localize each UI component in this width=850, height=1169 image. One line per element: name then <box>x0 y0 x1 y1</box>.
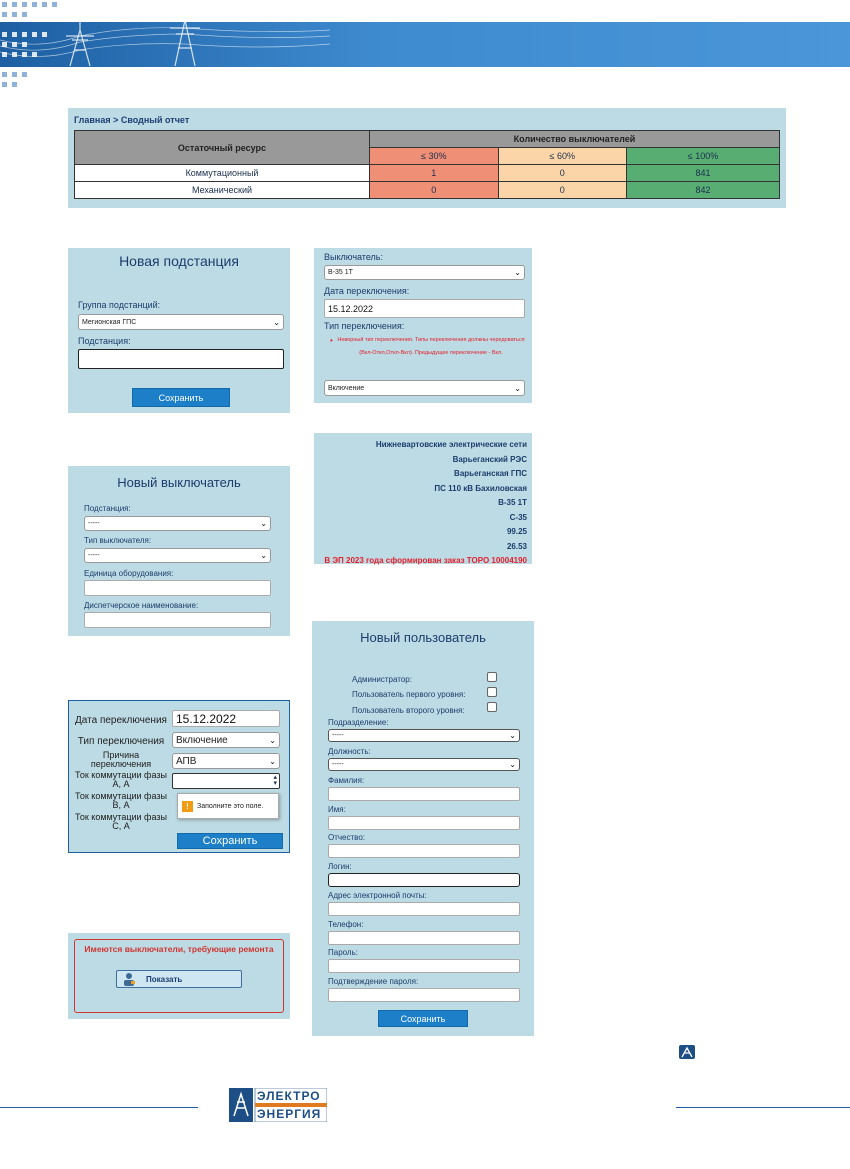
switch-type-label: Тип переключения: <box>324 321 405 331</box>
breaker-select[interactable] <box>324 265 525 280</box>
band-60: ≤ 60% <box>498 148 627 165</box>
cell-value[interactable]: 0 <box>498 165 627 182</box>
phase-b-current-label: Ток коммутации фазы В, А <box>75 791 167 810</box>
substation-group-label: Группа подстанций: <box>78 300 161 310</box>
role-level2-label: Пользователь второго уровня: <box>352 706 465 715</box>
login-label: Логин: <box>328 862 352 871</box>
selected-value: ----- <box>88 520 100 527</box>
phone-input[interactable] <box>328 931 520 945</box>
phase-a-current-label: Ток коммутации фазы А, А <box>75 770 167 789</box>
info-line: ПС 110 кВ Бахиловская <box>434 483 527 493</box>
chevron-down-icon: ⌄ <box>273 317 280 327</box>
login-input[interactable] <box>328 873 520 887</box>
info-line: 26.53 <box>506 541 527 551</box>
show-button[interactable] <box>116 970 242 988</box>
validation-error <box>330 334 526 360</box>
bullet-icon: • <box>330 336 333 345</box>
chevron-down-icon: ⌄ <box>269 735 276 745</box>
selected-value: Включение <box>176 734 228 746</box>
role-admin-label: Администратор: <box>352 675 412 684</box>
save-button[interactable]: Сохранить <box>378 1010 468 1027</box>
table-row <box>75 165 780 182</box>
cell-value[interactable]: 0 <box>498 182 627 199</box>
switch-reason-select[interactable] <box>172 753 280 769</box>
logo-text-bottom: ЭНЕРГИЯ <box>257 1107 322 1121</box>
new-breaker-form <box>68 466 290 636</box>
warning-icon: ! <box>182 801 193 812</box>
switch-type-label: Тип переключения <box>77 736 165 747</box>
info-line: Варьеганский РЭС <box>452 454 527 464</box>
chevron-down-icon: ⌄ <box>269 756 276 766</box>
repair-alert-title: Имеются выключатели, требующие ремонта <box>84 944 274 954</box>
summary-report-panel <box>68 108 786 208</box>
header-breaker-count: Количество выключателей <box>370 131 780 148</box>
substation-label: Подстанция: <box>84 504 131 513</box>
date-input[interactable]: 15.12.2022 <box>324 299 525 318</box>
brand-mark-icon <box>679 1045 695 1059</box>
new-user-form <box>312 621 534 1036</box>
info-line: Нижневартовские электрические сети <box>375 440 527 449</box>
substation-label: Подстанция: <box>78 336 131 346</box>
save-button[interactable]: Сохранить <box>177 833 283 849</box>
equipment-unit-input[interactable] <box>84 580 271 596</box>
switch-reason-label: Причина переключения <box>90 750 152 769</box>
validation-tooltip <box>177 793 279 819</box>
position-select[interactable] <box>328 758 520 771</box>
dispatch-name-label: Диспетчерское наименование: <box>84 601 199 610</box>
patronymic-input[interactable] <box>328 844 520 858</box>
email-input[interactable] <box>328 902 520 916</box>
form-title: Новый пользователь <box>360 630 486 645</box>
substation-input[interactable] <box>78 349 284 369</box>
tooltip-text: Заполните это поле. <box>197 802 264 810</box>
form-title: Новая подстанция <box>119 253 239 269</box>
date-input[interactable]: 15.12.2022 <box>172 710 280 727</box>
summary-table <box>74 130 780 199</box>
breadcrumb[interactable]: Главная > Сводный отчет <box>74 115 190 125</box>
phase-c-current-label: Ток коммутации фазы С, А <box>75 812 167 831</box>
chevron-down-icon: ⌄ <box>260 519 267 528</box>
breaker-type-label: Тип выключателя: <box>84 536 152 545</box>
substation-group-select[interactable] <box>78 314 284 330</box>
info-line: Варьеганская ГПС <box>454 469 527 478</box>
chevron-down-icon: ⌄ <box>509 731 516 740</box>
switch-date-form <box>314 248 532 403</box>
role-level2-checkbox[interactable] <box>487 702 497 712</box>
password-confirm-input[interactable] <box>328 988 520 1002</box>
surname-label: Фамилия: <box>328 776 365 785</box>
switching-record-form <box>68 700 290 853</box>
date-label: Дата переключения <box>75 715 167 726</box>
toro-order-alert: В ЭП 2023 года сформирован заказ ТОРО 10004190 <box>324 556 527 565</box>
name-input[interactable] <box>328 816 520 830</box>
role-level1-label: Пользователь первого уровня: <box>352 690 466 699</box>
breaker-label: Выключатель: <box>324 252 383 262</box>
dispatch-name-input[interactable] <box>84 612 271 628</box>
chevron-down-icon: ⌄ <box>260 551 267 560</box>
cell-value[interactable]: 1 <box>370 165 499 182</box>
breaker-type-select[interactable] <box>84 548 271 563</box>
date-label: Дата переключения: <box>324 286 410 296</box>
position-label: Должность: <box>328 747 371 756</box>
division-select[interactable] <box>328 729 520 742</box>
chevron-down-icon: ⌄ <box>514 383 521 393</box>
password-label: Пароль: <box>328 948 358 957</box>
selected-value: ----- <box>332 761 344 768</box>
band-30: ≤ 30% <box>370 148 499 165</box>
email-label: Адрес электронной почты: <box>328 891 427 900</box>
division-label: Подразделение: <box>328 718 389 727</box>
selected-value: Мегионская ГПС <box>82 318 137 326</box>
role-level1-checkbox[interactable] <box>487 687 497 697</box>
error-text: Неверный тип переключения. Типы переключения должны чередоваться (Вкл-Откл,Откл-Вкл). Предыдущее переключение - Вкл. <box>337 337 525 356</box>
chevron-down-icon: ⌄ <box>509 760 516 769</box>
phone-label: Телефон: <box>328 920 364 929</box>
cell-value[interactable]: 842 <box>627 182 780 199</box>
logo-text-top: ЭЛЕКТРО <box>257 1089 321 1103</box>
row-label: Коммутационный <box>75 165 370 182</box>
password-input[interactable] <box>328 959 520 973</box>
breaker-info-panel <box>314 433 532 564</box>
electroenergy-logo <box>229 1088 327 1122</box>
footer-line-right <box>676 1107 850 1108</box>
password-confirm-label: Подтверждение пароля: <box>328 977 419 986</box>
worker-icon <box>122 972 136 986</box>
switch-type-select[interactable] <box>324 380 525 396</box>
chevron-down-icon: ⌄ <box>514 268 521 277</box>
cell-value[interactable]: 841 <box>627 165 780 182</box>
show-button-label: Показать <box>146 974 183 984</box>
name-label: Имя: <box>328 805 346 814</box>
phase-a-current-input[interactable] <box>172 773 280 789</box>
header-banner <box>0 0 850 95</box>
power-line-graphic <box>0 0 850 95</box>
row-label: Механический <box>75 182 370 199</box>
selected-value: Включение <box>328 384 365 392</box>
surname-input[interactable] <box>328 787 520 801</box>
header-residual-resource: Остаточный ресурс <box>75 131 370 165</box>
selected-value: ----- <box>332 732 344 739</box>
info-line: С-35 <box>509 512 527 522</box>
form-title: Новый выключатель <box>117 475 241 490</box>
spinner-icon[interactable]: ▴ ▾ <box>273 774 277 787</box>
equipment-unit-label: Единица оборудования: <box>84 569 174 578</box>
selected-value: АПВ <box>176 755 197 767</box>
new-substation-form <box>68 248 290 413</box>
table-row <box>75 182 780 199</box>
selected-value: В-35 1Т <box>328 269 353 276</box>
footer-line-left <box>0 1107 198 1108</box>
info-line: В-35 1Т <box>498 498 527 507</box>
switch-type-select[interactable] <box>172 732 280 748</box>
info-line: 99.25 <box>506 527 527 536</box>
selected-value: ----- <box>88 552 100 559</box>
substation-select[interactable] <box>84 516 271 531</box>
band-100: ≤ 100% <box>627 148 780 165</box>
save-button[interactable]: Сохранить <box>132 388 230 407</box>
role-admin-checkbox[interactable] <box>487 672 497 682</box>
cell-value[interactable]: 0 <box>370 182 499 199</box>
repair-alert-panel <box>68 933 290 1019</box>
patronymic-label: Отчество: <box>328 833 365 842</box>
